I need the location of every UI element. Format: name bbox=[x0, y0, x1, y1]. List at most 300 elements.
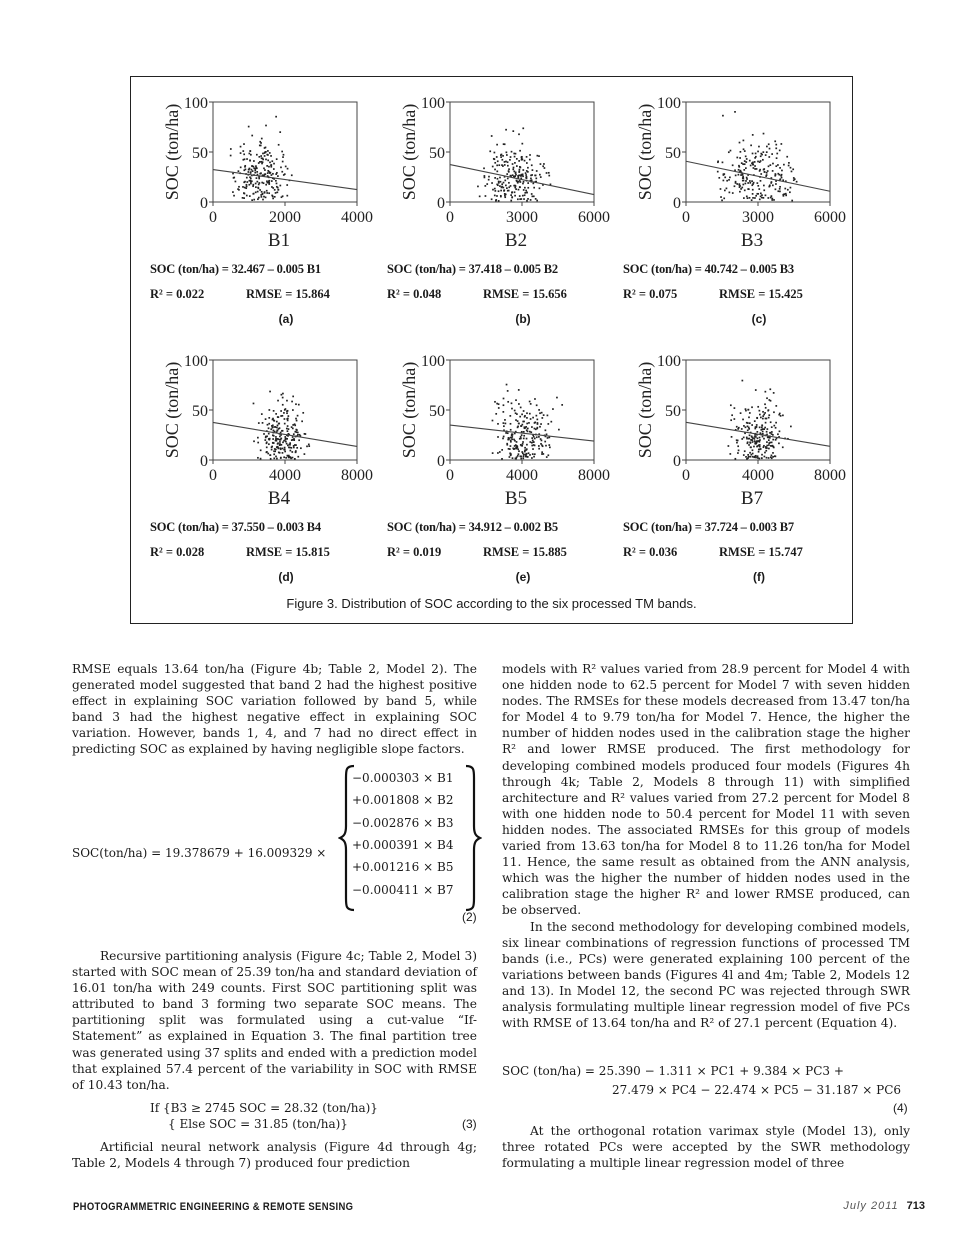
data-point bbox=[515, 188, 517, 190]
data-point bbox=[286, 418, 288, 420]
data-point bbox=[287, 168, 289, 170]
data-point bbox=[529, 159, 531, 161]
data-point bbox=[498, 200, 500, 202]
data-point bbox=[518, 189, 520, 191]
data-point bbox=[548, 172, 550, 174]
data-point bbox=[286, 428, 288, 430]
data-point bbox=[266, 192, 268, 194]
data-point bbox=[541, 412, 543, 414]
data-point bbox=[770, 421, 772, 423]
data-point bbox=[284, 423, 286, 425]
data-point bbox=[742, 177, 744, 179]
data-point bbox=[783, 164, 785, 166]
y-axis-label: SOC (ton/ha) bbox=[399, 361, 419, 459]
data-point bbox=[765, 450, 767, 452]
data-point bbox=[785, 195, 787, 197]
data-point bbox=[738, 184, 740, 186]
data-point bbox=[259, 161, 261, 163]
data-point bbox=[747, 429, 749, 431]
data-point bbox=[751, 424, 753, 426]
data-point bbox=[766, 434, 768, 436]
data-point bbox=[772, 170, 774, 172]
data-point bbox=[511, 438, 513, 440]
data-point bbox=[510, 156, 512, 158]
data-point bbox=[746, 178, 748, 180]
data-point bbox=[270, 428, 272, 430]
data-point bbox=[533, 436, 535, 438]
data-point bbox=[518, 403, 520, 405]
data-point bbox=[264, 174, 266, 176]
y-tick-label: 0 bbox=[200, 453, 208, 470]
data-point bbox=[546, 172, 548, 174]
data-point bbox=[776, 157, 778, 159]
data-point bbox=[261, 157, 263, 159]
data-point bbox=[734, 407, 736, 409]
data-point bbox=[746, 196, 748, 198]
data-point bbox=[775, 165, 777, 167]
data-point bbox=[740, 174, 742, 176]
data-point bbox=[273, 420, 275, 422]
data-point bbox=[766, 151, 768, 153]
data-point bbox=[506, 173, 508, 175]
data-point bbox=[284, 447, 286, 449]
data-point bbox=[278, 423, 280, 425]
data-point bbox=[507, 161, 509, 163]
data-point bbox=[766, 146, 768, 148]
issue-date: July 2011 bbox=[843, 1200, 899, 1212]
x-tick-label: 8000 bbox=[341, 467, 373, 484]
data-point bbox=[279, 131, 281, 133]
data-point bbox=[765, 407, 767, 409]
data-point bbox=[547, 415, 549, 417]
data-point bbox=[772, 445, 774, 447]
data-point bbox=[264, 439, 266, 441]
data-point bbox=[536, 404, 538, 406]
data-point bbox=[736, 442, 738, 444]
data-point bbox=[506, 187, 508, 189]
data-point bbox=[757, 182, 759, 184]
data-point bbox=[275, 180, 277, 182]
x-tick-label: 0 bbox=[682, 209, 690, 226]
r-squared: R² = 0.019 bbox=[387, 545, 442, 559]
data-point bbox=[521, 445, 523, 447]
data-point bbox=[251, 169, 253, 171]
eq2-right-brace bbox=[462, 764, 482, 912]
data-point bbox=[751, 180, 753, 182]
data-point bbox=[519, 438, 521, 440]
data-point bbox=[731, 436, 733, 438]
data-point bbox=[732, 192, 734, 194]
data-point bbox=[743, 197, 745, 199]
data-point bbox=[513, 439, 515, 441]
data-point bbox=[281, 171, 283, 173]
eq2-term: +0.001216 × B5 bbox=[352, 860, 454, 875]
data-point bbox=[263, 433, 265, 435]
data-point bbox=[284, 436, 286, 438]
data-point bbox=[253, 403, 255, 405]
data-point bbox=[754, 165, 756, 167]
data-point bbox=[251, 180, 253, 182]
data-point bbox=[540, 443, 542, 445]
data-point bbox=[527, 428, 529, 430]
x-tick-label: 8000 bbox=[814, 467, 846, 484]
data-point bbox=[257, 457, 259, 459]
data-point bbox=[281, 196, 283, 198]
data-point bbox=[246, 181, 248, 183]
data-point bbox=[479, 196, 481, 198]
data-point bbox=[546, 456, 548, 458]
data-point bbox=[774, 140, 776, 142]
data-point bbox=[523, 198, 525, 200]
data-point bbox=[769, 164, 771, 166]
data-point bbox=[269, 438, 271, 440]
data-point bbox=[261, 413, 263, 415]
eq2-lhs: SOC(ton/ha) = 19.378679 + 16.009329 × bbox=[72, 846, 327, 860]
data-point bbox=[537, 427, 539, 429]
data-point bbox=[747, 457, 749, 459]
data-point bbox=[771, 198, 773, 200]
data-point bbox=[754, 440, 756, 442]
scatter-panel-b5 bbox=[387, 348, 633, 598]
data-point bbox=[513, 448, 515, 450]
data-point bbox=[253, 160, 255, 162]
data-point bbox=[531, 426, 533, 428]
data-point bbox=[506, 151, 508, 153]
data-point bbox=[511, 402, 513, 404]
data-point bbox=[276, 158, 278, 160]
data-point bbox=[244, 181, 246, 183]
data-point bbox=[759, 161, 761, 163]
data-point bbox=[240, 166, 242, 168]
data-point bbox=[744, 160, 746, 162]
data-point bbox=[533, 444, 535, 446]
data-point bbox=[753, 446, 755, 448]
data-point bbox=[288, 457, 290, 459]
data-point bbox=[764, 456, 766, 458]
eq3-line1: If {B3 ≥ 2745 SOC = 28.32 (ton/ha)} bbox=[150, 1101, 378, 1115]
data-point bbox=[533, 187, 535, 189]
data-point bbox=[532, 448, 534, 450]
data-point bbox=[790, 167, 792, 169]
data-point bbox=[517, 448, 519, 450]
data-point bbox=[514, 195, 516, 197]
data-point bbox=[525, 174, 527, 176]
data-point bbox=[280, 457, 282, 459]
data-point bbox=[532, 417, 534, 419]
data-point bbox=[773, 199, 775, 201]
data-point bbox=[523, 431, 525, 433]
data-point bbox=[788, 162, 790, 164]
data-point bbox=[508, 186, 510, 188]
data-point bbox=[287, 415, 289, 417]
data-point bbox=[519, 150, 521, 152]
data-point bbox=[536, 415, 538, 417]
data-point bbox=[282, 448, 284, 450]
data-point bbox=[301, 420, 303, 422]
data-point bbox=[548, 444, 550, 446]
page-number: 713 bbox=[906, 1200, 925, 1212]
data-point bbox=[796, 181, 798, 183]
data-point bbox=[258, 197, 260, 199]
data-point bbox=[765, 154, 767, 156]
data-point bbox=[285, 441, 287, 443]
data-point bbox=[508, 168, 510, 170]
data-point bbox=[274, 196, 276, 198]
data-point bbox=[736, 183, 738, 185]
data-point bbox=[539, 187, 541, 189]
data-point bbox=[268, 166, 270, 168]
data-point bbox=[522, 457, 524, 459]
data-point bbox=[777, 164, 779, 166]
data-point bbox=[736, 157, 738, 159]
rmse: RMSE = 15.747 bbox=[719, 545, 803, 559]
data-point bbox=[496, 170, 498, 172]
data-point bbox=[780, 415, 782, 417]
data-point bbox=[249, 195, 251, 197]
data-point bbox=[275, 440, 277, 442]
data-point bbox=[791, 200, 793, 202]
data-point bbox=[508, 448, 510, 450]
data-point bbox=[754, 438, 756, 440]
data-point bbox=[264, 155, 266, 157]
data-point bbox=[515, 172, 517, 174]
data-point bbox=[244, 165, 246, 167]
x-axis-label: B3 bbox=[740, 230, 764, 251]
data-point bbox=[273, 457, 275, 459]
data-point bbox=[744, 150, 746, 152]
data-point bbox=[293, 439, 295, 441]
data-point bbox=[259, 173, 261, 175]
data-point bbox=[742, 419, 744, 421]
data-point bbox=[763, 438, 765, 440]
data-point bbox=[287, 445, 289, 447]
data-point bbox=[526, 170, 528, 172]
data-point bbox=[752, 153, 754, 155]
data-point bbox=[766, 441, 768, 443]
data-point bbox=[752, 134, 754, 136]
data-point bbox=[520, 175, 522, 177]
data-point bbox=[265, 197, 267, 199]
data-point bbox=[511, 192, 513, 194]
data-point bbox=[786, 156, 788, 158]
data-point bbox=[517, 420, 519, 422]
data-point bbox=[512, 130, 514, 132]
data-point bbox=[760, 193, 762, 195]
data-point bbox=[272, 424, 274, 426]
data-point bbox=[257, 187, 259, 189]
data-point bbox=[264, 191, 266, 193]
data-point bbox=[503, 404, 505, 406]
y-tick-label: 50 bbox=[192, 145, 208, 162]
data-point bbox=[540, 163, 542, 165]
data-point bbox=[510, 175, 512, 177]
data-point bbox=[539, 426, 541, 428]
data-point bbox=[522, 443, 524, 445]
y-tick-label: 0 bbox=[200, 195, 208, 212]
data-point bbox=[535, 428, 537, 430]
data-point bbox=[750, 145, 752, 147]
data-point bbox=[498, 407, 500, 409]
data-point bbox=[755, 195, 757, 197]
data-point bbox=[749, 182, 751, 184]
data-point bbox=[766, 172, 768, 174]
data-point bbox=[529, 441, 531, 443]
y-tick-label: 100 bbox=[184, 353, 208, 370]
data-point bbox=[515, 185, 517, 187]
data-point bbox=[531, 442, 533, 444]
data-point bbox=[271, 186, 273, 188]
eq2-term: −0.000411 × B7 bbox=[352, 882, 454, 897]
data-point bbox=[247, 171, 249, 173]
data-point bbox=[743, 437, 745, 439]
data-point bbox=[255, 165, 257, 167]
data-point bbox=[746, 437, 748, 439]
data-point bbox=[297, 415, 299, 417]
data-point bbox=[494, 169, 496, 171]
data-point bbox=[295, 418, 297, 420]
data-point bbox=[779, 186, 781, 188]
data-point bbox=[759, 170, 761, 172]
data-point bbox=[536, 200, 538, 202]
data-point bbox=[512, 168, 514, 170]
data-point bbox=[525, 177, 527, 179]
x-tick-label: 8000 bbox=[578, 467, 610, 484]
data-point bbox=[756, 426, 758, 428]
data-point bbox=[273, 163, 275, 165]
data-point bbox=[512, 163, 514, 165]
data-point bbox=[511, 196, 513, 198]
data-point bbox=[502, 411, 504, 413]
x-axis-label: B4 bbox=[267, 488, 291, 509]
data-point bbox=[289, 447, 291, 449]
data-point bbox=[739, 157, 741, 159]
data-point bbox=[258, 156, 260, 158]
data-point bbox=[491, 198, 493, 200]
data-point bbox=[293, 447, 295, 449]
data-point bbox=[769, 388, 771, 390]
data-point bbox=[250, 183, 252, 185]
rmse: RMSE = 15.885 bbox=[483, 545, 567, 559]
data-point bbox=[788, 165, 790, 167]
data-point bbox=[267, 150, 269, 152]
data-point bbox=[540, 176, 542, 178]
data-point bbox=[526, 456, 528, 458]
data-point bbox=[745, 410, 747, 412]
data-point bbox=[782, 446, 784, 448]
y-tick-label: 0 bbox=[673, 195, 681, 212]
data-point bbox=[261, 182, 263, 184]
data-point bbox=[511, 408, 513, 410]
data-point bbox=[279, 436, 281, 438]
data-point bbox=[286, 443, 288, 445]
data-point bbox=[758, 449, 760, 451]
data-point bbox=[767, 436, 769, 438]
data-point bbox=[248, 184, 250, 186]
data-point bbox=[271, 180, 273, 182]
data-point bbox=[279, 452, 281, 454]
data-point bbox=[497, 452, 499, 454]
data-point bbox=[556, 397, 558, 399]
data-point bbox=[547, 437, 549, 439]
data-point bbox=[514, 156, 516, 158]
data-point bbox=[758, 444, 760, 446]
data-point bbox=[279, 185, 281, 187]
data-point bbox=[501, 164, 503, 166]
data-point bbox=[520, 198, 522, 200]
data-point bbox=[292, 396, 294, 398]
data-point bbox=[275, 116, 277, 118]
data-point bbox=[257, 437, 259, 439]
data-point bbox=[544, 441, 546, 443]
data-point bbox=[291, 401, 293, 403]
data-point bbox=[510, 454, 512, 456]
data-point bbox=[754, 420, 756, 422]
data-point bbox=[503, 182, 505, 184]
data-point bbox=[508, 439, 510, 441]
data-point bbox=[756, 168, 758, 170]
data-point bbox=[775, 183, 777, 185]
data-point bbox=[534, 421, 536, 423]
data-point bbox=[252, 170, 254, 172]
data-point bbox=[516, 413, 518, 415]
data-point bbox=[293, 433, 295, 435]
data-point bbox=[521, 414, 523, 416]
data-point bbox=[766, 174, 768, 176]
y-axis-label: SOC (ton/ha) bbox=[399, 103, 419, 201]
data-point bbox=[747, 422, 749, 424]
data-point bbox=[756, 424, 758, 426]
data-point bbox=[505, 432, 507, 434]
data-point bbox=[756, 417, 758, 419]
data-point bbox=[763, 197, 765, 199]
data-point bbox=[278, 448, 280, 450]
data-point bbox=[507, 165, 509, 167]
data-point bbox=[510, 445, 512, 447]
data-point bbox=[726, 188, 728, 190]
data-point bbox=[269, 152, 271, 154]
y-tick-label: 100 bbox=[657, 95, 681, 112]
data-point bbox=[515, 174, 517, 176]
data-point bbox=[284, 439, 286, 441]
data-point bbox=[266, 451, 268, 453]
data-point bbox=[790, 187, 792, 189]
data-point bbox=[759, 427, 761, 429]
data-point bbox=[523, 181, 525, 183]
data-point bbox=[529, 413, 531, 415]
data-point bbox=[255, 183, 257, 185]
data-point bbox=[502, 155, 504, 157]
data-point bbox=[282, 404, 284, 406]
data-point bbox=[242, 186, 244, 188]
data-point bbox=[268, 443, 270, 445]
data-point bbox=[771, 431, 773, 433]
data-point bbox=[286, 184, 288, 186]
data-point bbox=[724, 176, 726, 178]
data-point bbox=[517, 455, 519, 457]
data-point bbox=[281, 430, 283, 432]
data-point bbox=[775, 422, 777, 424]
data-point bbox=[745, 180, 747, 182]
data-point bbox=[264, 152, 266, 154]
data-point bbox=[533, 441, 535, 443]
panel-label: (a) bbox=[278, 312, 294, 326]
x-tick-label: 3000 bbox=[506, 209, 538, 226]
data-point bbox=[493, 158, 495, 160]
eq2-term: −0.002876 × B3 bbox=[352, 815, 454, 830]
data-point bbox=[494, 195, 496, 197]
data-point bbox=[532, 183, 534, 185]
data-point bbox=[503, 422, 505, 424]
